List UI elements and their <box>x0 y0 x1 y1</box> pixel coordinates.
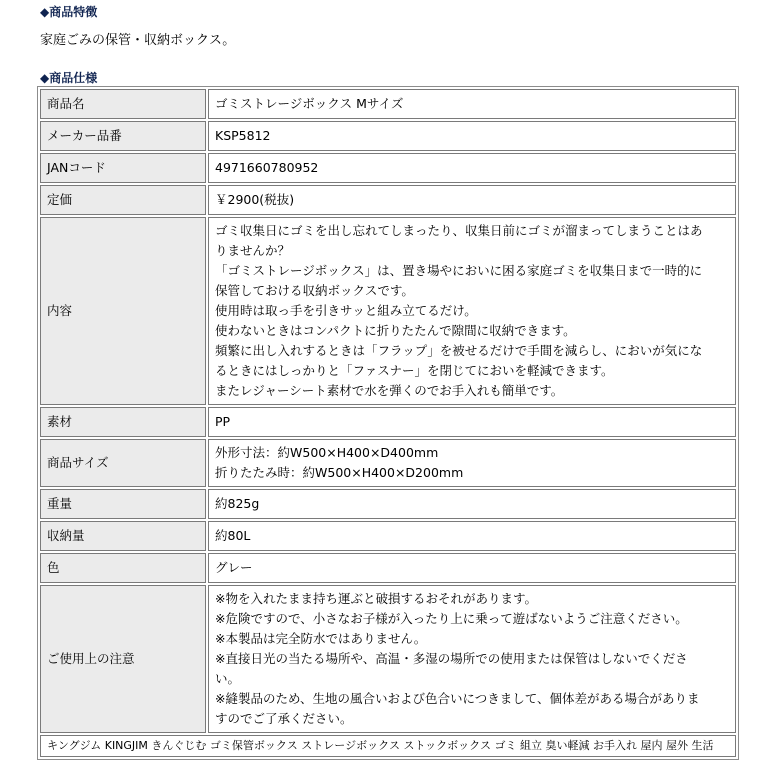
table-row <box>40 407 736 437</box>
caution-line: ※危険ですので、小さなお子様が入ったり上に乗って遊ばないようご注意ください。 <box>215 611 688 626</box>
caution-line: ※縫製品のため、生地の風合いおよび色合いにつきまして、個体差がある場合がありま <box>215 691 700 706</box>
table-row <box>40 521 736 551</box>
row-value-color: グレー <box>208 553 736 583</box>
row-label-model-number: メーカー品番 <box>40 121 206 151</box>
table-row <box>40 185 736 215</box>
description-line: 頻繁に出し入れするときは「フラップ」を被せるだけで手間を減らし、においが気にな <box>215 343 703 358</box>
row-label-jan-code: JANコード <box>40 153 206 183</box>
table-row <box>40 121 736 151</box>
row-value-price: ￥2900(税抜) <box>208 185 736 215</box>
table-row <box>40 489 736 519</box>
row-label-price: 定価 <box>40 185 206 215</box>
description-line: 使用時は取っ手を引きサッと組み立てるだけ。 <box>215 303 477 318</box>
description-line: またレジャーシート素材で水を弾くのでお手入れも簡単です。 <box>215 383 564 398</box>
spec-table <box>38 87 738 759</box>
description-line: 使わないときはコンパクトに折りたたんで隙間に収納できます。 <box>215 323 576 338</box>
caution-line: い。 <box>215 671 241 686</box>
row-value-description <box>208 217 736 405</box>
caution-line: すのでご了承ください。 <box>215 711 353 726</box>
caution-line: ※直接日光の当たる場所や、高温・多湿の場所での使用または保管はしないでくださ <box>215 651 688 666</box>
row-label-material: 素材 <box>40 407 206 437</box>
description-line: 保管しておける収納ボックスです。 <box>215 283 414 298</box>
row-value-capacity: 約80L <box>208 521 736 551</box>
specs-heading: ◆商品仕様 <box>40 71 98 85</box>
row-label-product-name: 商品名 <box>40 89 206 119</box>
row-value-cautions <box>208 585 736 733</box>
row-label-size: 商品サイズ <box>40 439 206 487</box>
features-text: 家庭ごみの保管・収納ボックス。 <box>40 33 236 48</box>
description-line: るときにはしっかりと「ファスナー」を閉じてにおいを軽減できます。 <box>215 363 614 378</box>
row-label-weight: 重量 <box>40 489 206 519</box>
table-row <box>40 585 736 733</box>
row-label-description: 内容 <box>40 217 206 405</box>
caution-line: ※物を入れたまま持ち運ぶと破損するおそれがあります。 <box>215 591 537 606</box>
caution-line: ※本製品は完全防水ではありません。 <box>215 631 427 646</box>
features-heading: ◆商品特徴 <box>40 5 98 19</box>
table-row <box>40 217 736 405</box>
row-value-weight: 約825g <box>208 489 736 519</box>
table-row <box>40 439 736 487</box>
description-line: ゴミ収集日にゴミを出し忘れてしまったり、収集日前にゴミが溜まってしまうことはあ <box>215 223 703 238</box>
keywords-row: キングジム KINGJIM きんぐじむ ゴミ保管ボックス ストレージボックス ストックボックス ゴミ 組立 臭い軽減 お手入れ 屋内 屋外 生活 <box>40 735 736 757</box>
row-value-jan-code: 4971660780952 <box>208 153 736 183</box>
row-label-capacity: 収納量 <box>40 521 206 551</box>
table-row <box>40 735 736 757</box>
description-line: 「ゴミストレージボックス」は、置き場やにおいに困る家庭ゴミを収集日まで一時的に <box>215 263 703 278</box>
size-line: 折りたたみ時：約W500×H400×D200mm <box>215 465 464 480</box>
row-label-cautions: ご使用上の注意 <box>40 585 206 733</box>
table-row <box>40 153 736 183</box>
table-row <box>40 89 736 119</box>
row-value-size <box>208 439 736 487</box>
description-line: りませんか？ <box>215 243 291 258</box>
table-row <box>40 553 736 583</box>
row-label-color: 色 <box>40 553 206 583</box>
row-value-product-name: ゴミストレージボックス Mサイズ <box>208 89 736 119</box>
row-value-material: PP <box>208 407 736 437</box>
row-value-model-number: KSP5812 <box>208 121 736 151</box>
size-line: 外形寸法：約W500×H400×D400mm <box>215 445 439 460</box>
